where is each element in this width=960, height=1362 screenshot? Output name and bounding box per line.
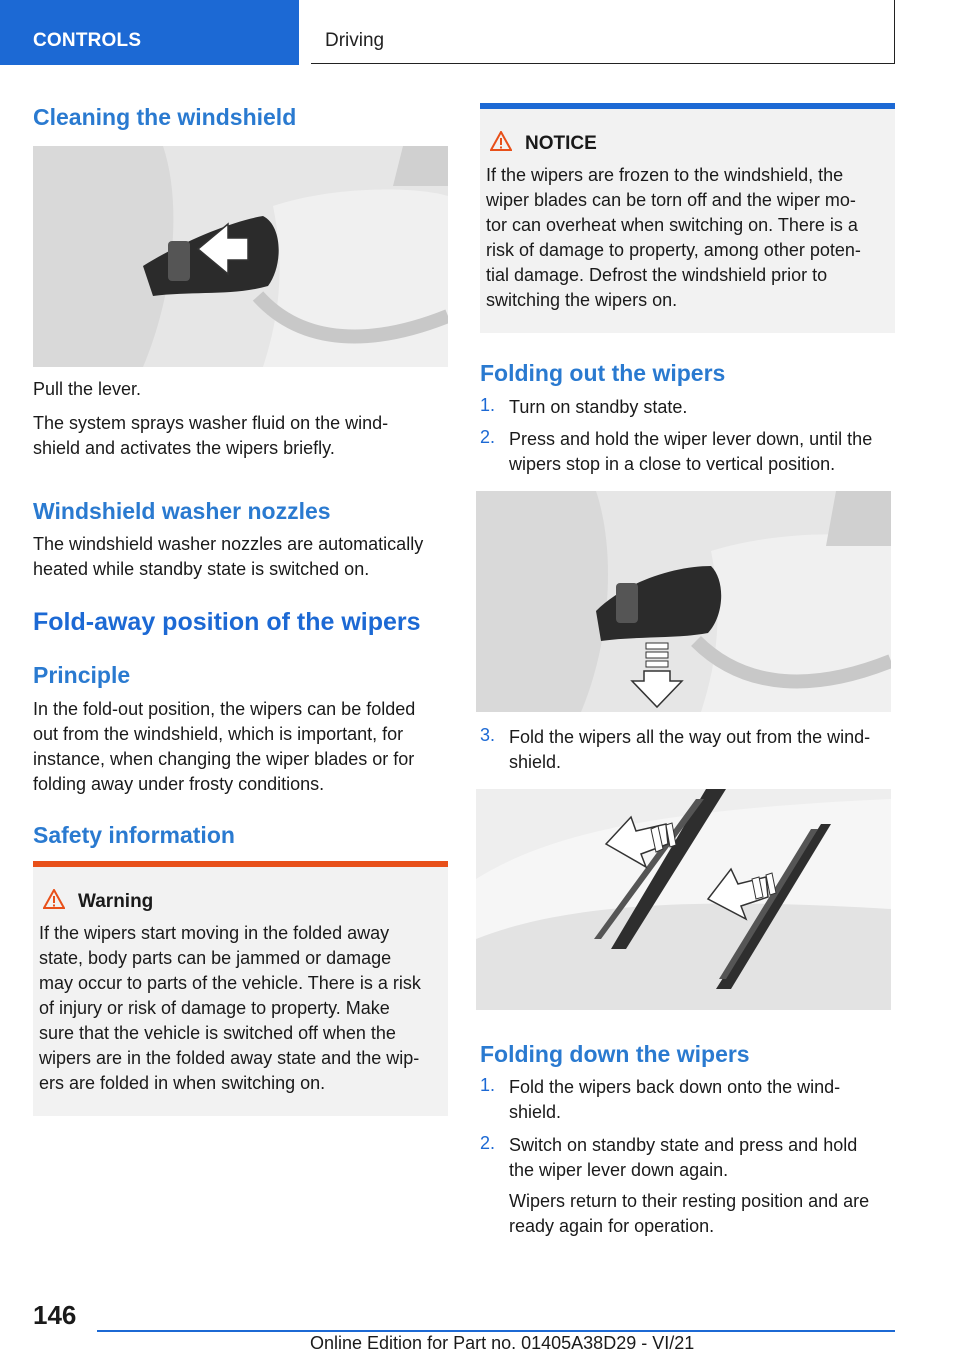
step-number: 2. <box>480 427 496 447</box>
image-wiper-lever-pull <box>33 146 448 367</box>
footer-divider <box>97 1330 895 1332</box>
step-number: 1. <box>480 395 496 415</box>
step-text: wipers stop in a close to vertical position. <box>509 454 836 474</box>
text-system-sprays-1: The system sprays washer fluid on the wind- <box>33 413 389 433</box>
step-text: shield. <box>509 752 562 772</box>
header-chapter-tab <box>311 0 895 64</box>
heading-folding-out: Folding out the wipers <box>480 360 726 386</box>
heading-washer-nozzles: Windshield washer nozzles <box>33 498 331 524</box>
warning-title: Warning <box>78 891 154 912</box>
warning-triangle-icon <box>43 889 65 909</box>
heading-principle: Principle <box>33 662 131 688</box>
text-principle-2: out from the windshield, which is important, for <box>33 724 404 744</box>
wipers-folded-out-illustration <box>476 789 891 1010</box>
notice-box <box>480 109 895 333</box>
note-line-2: ready again for operation. <box>509 1216 715 1236</box>
heading-fold-away-position: Fold-away position of the wipers <box>33 608 421 636</box>
warning-line-2: state, body parts can be jammed or damage <box>39 948 392 968</box>
step-number: 2. <box>480 1133 496 1153</box>
step-text: Fold the wipers back down onto the wind- <box>509 1077 841 1097</box>
notice-line-2: wiper blades can be torn off and the wiper mo- <box>486 190 856 210</box>
notice-line-1: If the wipers are frozen to the windshield, the <box>486 165 844 185</box>
step-text: Press and hold the wiper lever down, until the <box>509 429 873 449</box>
step-text: Turn on standby state. <box>509 397 688 417</box>
header-chapter-label: Driving <box>325 30 385 51</box>
text-principle-4: folding away under frosty conditions. <box>33 774 325 794</box>
page-number: 146 <box>33 1300 77 1330</box>
step-number: 3. <box>480 725 496 745</box>
warning-line-1: If the wipers start moving in the folded away <box>39 923 390 943</box>
heading-cleaning-windshield: Cleaning the windshield <box>33 104 297 130</box>
step-number: 1. <box>480 1075 496 1095</box>
notice-line-3: tor can overheat when switching on. There is a <box>486 215 858 235</box>
warning-line-3: may occur to parts of the vehicle. There is a risk <box>39 973 421 993</box>
step-text: Switch on standby state and press and hold <box>509 1135 858 1155</box>
notice-line-4: risk of damage to property, among other poten- <box>486 240 861 260</box>
warning-box <box>33 867 448 1116</box>
warning-line-4: of injury or risk of damage to property. Make <box>39 998 390 1018</box>
note-line-1: Wipers return to their resting position and are <box>509 1191 870 1211</box>
footer-edition: Online Edition for Part no. 01405A38D29 - VI/21 <box>310 1333 695 1353</box>
step-text: Fold the wipers all the way out from the wind- <box>509 727 871 747</box>
warning-line-6: wipers are in the folded away state and the wip- <box>39 1048 420 1068</box>
text-system-sprays-2: shield and activates the wipers briefly. <box>33 438 335 458</box>
header-section-tab <box>0 0 299 65</box>
text-principle-1: In the fold-out position, the wipers can be folded <box>33 699 416 719</box>
text-nozzles-2: heated while standby state is switched on. <box>33 559 370 579</box>
header-section-label: CONTROLS <box>33 30 142 51</box>
notice-triangle-icon <box>490 131 512 151</box>
step-text: the wiper lever down again. <box>509 1160 729 1180</box>
notice-line-6: switching the wipers on. <box>486 290 678 310</box>
heading-folding-down: Folding down the wipers <box>480 1041 750 1067</box>
warning-line-5: sure that the vehicle is switched off when the <box>39 1023 396 1043</box>
text-nozzles-1: The windshield washer nozzles are automatically <box>33 534 424 554</box>
text-pull-lever: Pull the lever. <box>33 379 142 399</box>
text-principle-3: instance, when changing the wiper blades or for <box>33 749 415 769</box>
warning-line-7: ers are folded in when switching on. <box>39 1073 326 1093</box>
image-wipers-folded-out <box>476 789 891 1010</box>
image-wiper-lever-down <box>476 491 891 712</box>
heading-safety-information: Safety information <box>33 822 235 848</box>
notice-line-5: tial damage. Defrost the windshield prior to <box>486 265 828 285</box>
step-text: shield. <box>509 1102 562 1122</box>
wiper-lever-down-illustration <box>476 491 891 712</box>
notice-title: NOTICE <box>525 133 597 154</box>
wiper-lever-pull-illustration <box>33 146 448 367</box>
